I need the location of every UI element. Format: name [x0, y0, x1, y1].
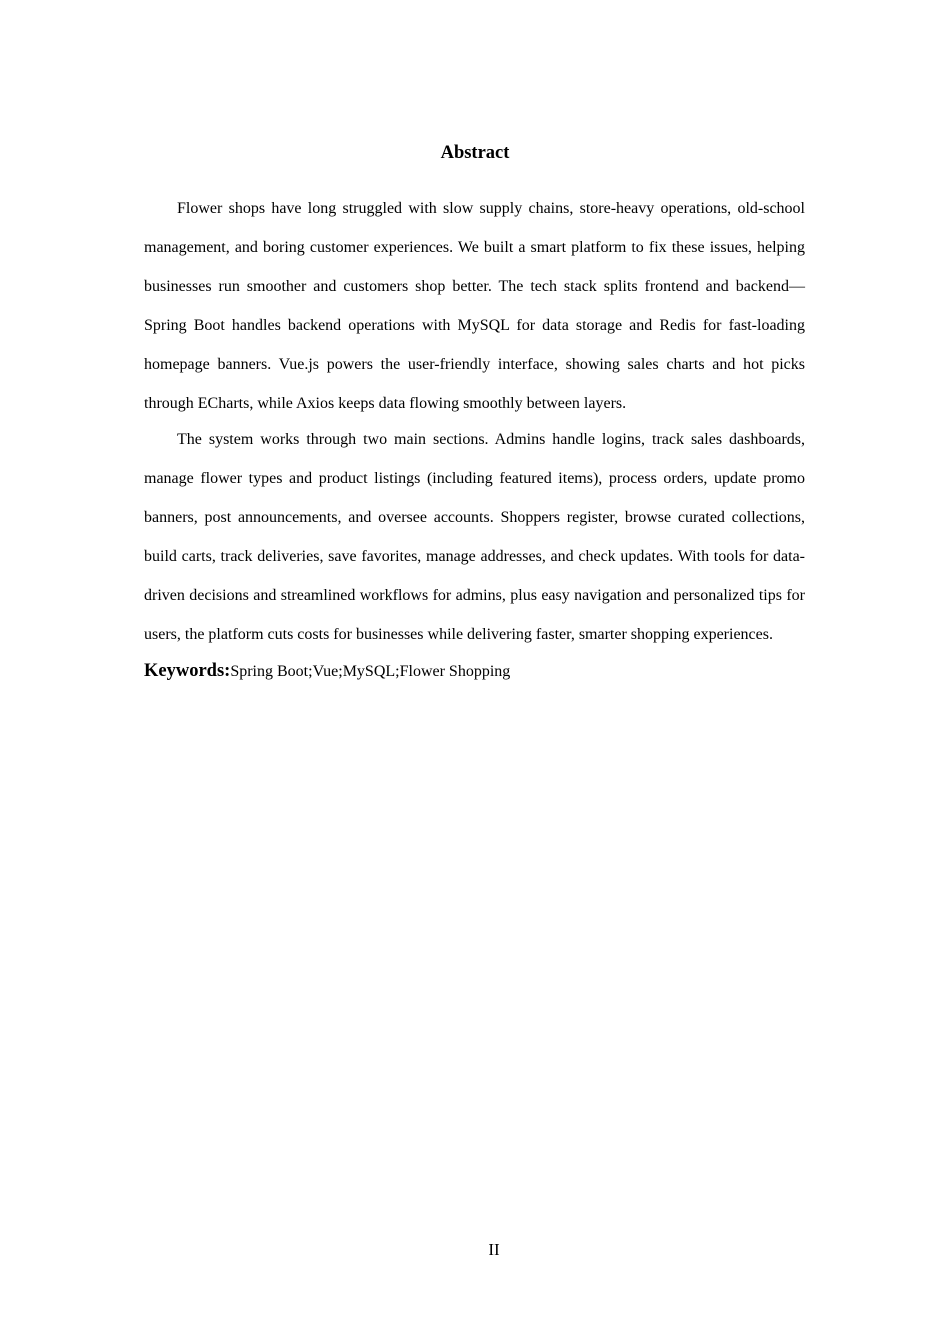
abstract-section [144, 140, 805, 689]
abstract-title: Abstract [440, 143, 510, 163]
abstract-paragraph-1: Flower shops have long struggled with slow supply chains, store-heavy operations, old-school management, and boring customer experiences. We built a smart platform to fix these issues, helping businesses run smoother and customers shop better. The tech stack splits frontend and backend—Spring Boot handles backend operations with MySQL for data storage and Redis for fast-loading homepage banners. Vue.js powers the user-friendly interface, showing sales charts and hot picks through ECharts, while Axios keeps data flowing smoothly between layers. [144, 200, 805, 412]
keywords-label: Keywords: [144, 661, 231, 681]
keywords-line [144, 654, 805, 689]
abstract-paragraph-2: The system works through two main sections. Admins handle logins, track sales dashboards, manage flower types and product listings (including featured items), process orders, update promo banners, post announcements, and oversee accounts. Shoppers register, browse curated collections, build carts, track deliveries, save favorites, manage addresses, and check updates. With tools for data-driven decisions and streamlined workflows for admins, plus easy navigation and personalized tips for users, the platform cuts costs for businesses while delivering faster, smarter shopping experiences. [144, 431, 805, 643]
page-number: II [488, 1240, 500, 1259]
keywords-text: Spring Boot;Vue;MySQL;Flower Shopping [230, 663, 511, 680]
